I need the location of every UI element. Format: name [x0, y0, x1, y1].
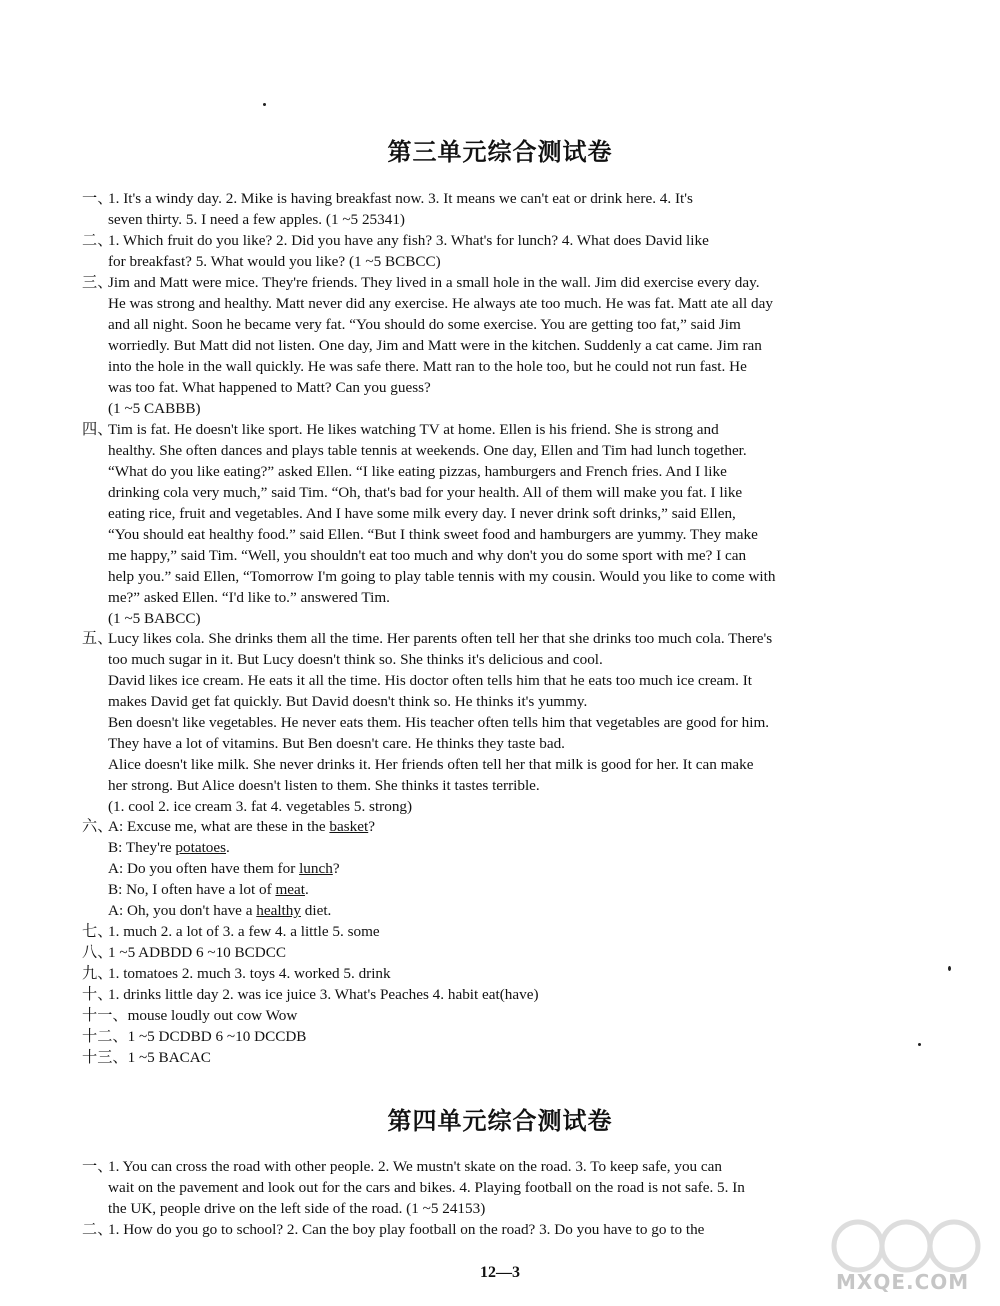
section-label: 一、 [82, 1158, 113, 1175]
u3-section-3 [82, 272, 882, 419]
u3-section-2 [82, 230, 882, 272]
u3-section-6 [82, 816, 882, 921]
u3-s5-line-8: her strong. But Alice doesn't listen to them. She thinks it tastes terrible. [108, 777, 540, 794]
u3-s4-line-1: 四、Tim is fat. He doesn't like sport. He likes watching TV at home. Ellen is his friend. She is strong and [82, 421, 719, 438]
u3-s4-answer: (1 ~5 BABCC) [108, 610, 201, 627]
u3-section-11: 十一、mouse loudly out cow Wow [82, 1007, 298, 1024]
u3-section-9: 九、1. tomatoes 2. much 3. toys 4. worked 5. drink [82, 965, 391, 982]
u3-section-8: 八、1 ~5 ADBDD 6 ~10 BCDCC [82, 944, 287, 961]
section-label: 十、 [82, 986, 113, 1003]
u3-s5-line-5: Ben doesn't like vegetables. He never eats them. His teacher often tells him that vegetables are good for him. [108, 714, 770, 731]
u3-s4-line-2: healthy. She often dances and plays table tennis at weekends. One day, Ellen and Tim had lunch together. [108, 442, 747, 459]
dialog-line-2: B: They're potatoes. [108, 839, 230, 856]
u3-s3-line-3: and all night. Soon he became very fat. “You should do some exercise. You are getting too fat,” said Jim [108, 316, 741, 333]
u3-s5-line-3: David likes ice cream. He eats it all the time. His doctor often tells him that he eats too much ice cream. It [108, 672, 752, 689]
u3-section-13: 十三、1 ~5 BACAC [82, 1049, 211, 1066]
u3-s3-line-4: worriedly. But Matt did not listen. One day, Jim and Matt were in the kitchen. Suddenly a cat came. Jim ran [108, 337, 762, 354]
u3-s5-line-1: 五、Lucy likes cola. She drinks them all the time. Her parents often tell her that she drinks too much cola. There's [82, 630, 773, 647]
u3-s1-line-2: seven thirty. 5. I need a few apples. (1 ~5 25341) [108, 211, 405, 228]
dialog-line-4: B: No, I often have a lot of meat. [108, 881, 309, 898]
u3-s4-line-3: “What do you like eating?” asked Ellen. “I like eating pizzas, hamburgers and French fries. And I like [108, 463, 727, 480]
section-label: 九、 [82, 965, 113, 982]
u3-s2-line-2: for breakfast? 5. What would you like? (1 ~5 BCBCC) [108, 253, 441, 270]
u3-short-answers [82, 921, 882, 1068]
u3-s3-line-2: He was strong and healthy. Matt never did any exercise. He always ate too much. He was fat. Matt ate all day [108, 295, 773, 312]
watermark-text: MXQE.COM [836, 1270, 970, 1294]
unit3-title: 第三单元综合测试卷 [387, 137, 613, 166]
u4-s1-line-3: the UK, people drive on the left side of the road. (1 ~5 24153) [108, 1200, 486, 1217]
section-label: 十二、 [82, 1028, 128, 1045]
u3-s3-answer: (1 ~5 CABBB) [108, 400, 201, 417]
section-label: 二、 [82, 232, 113, 249]
u3-s5-answer: (1. cool 2. ice cream 3. fat 4. vegetables 5. strong) [108, 798, 413, 815]
section-label: 七、 [82, 923, 113, 940]
answer-word: healthy [256, 902, 301, 919]
u3-s4-line-6: “You should eat healthy food.” said Ellen. “But I think sweet food and hamburgers are yummy. They make [108, 526, 758, 543]
dialog-line-3: A: Do you often have them for lunch? [108, 860, 340, 877]
u3-section-12: 十二、1 ~5 DCDBD 6 ~10 DCCDB [82, 1028, 307, 1045]
section-label: 二、 [82, 1221, 113, 1238]
u3-s3-line-5: into the hole in the wall quickly. He was safe there. Matt ran to the hole too, but he could not run fast. He [108, 358, 747, 375]
section-label: 四、 [82, 421, 113, 438]
answer-word: meat [275, 881, 305, 898]
u3-s5-line-7: Alice doesn't like milk. She never drinks it. Her friends often tell her that milk is good for her. It can make [108, 756, 754, 773]
print-speck [263, 103, 266, 106]
u4-section-2 [82, 1219, 882, 1240]
dialog-line-5: A: Oh, you don't have a healthy diet. [108, 902, 332, 919]
u3-s3-line-6: was too fat. What happened to Matt? Can you guess? [108, 379, 431, 396]
u4-s1-line-1: 一、1. You can cross the road with other people. 2. We mustn't skate on the road. 3. To keep safe, you can [82, 1158, 722, 1175]
section-label: 六、 [82, 818, 113, 835]
section-label: 八、 [82, 944, 113, 961]
u4-section-1 [82, 1156, 882, 1219]
u4-s2-line-1: 二、1. How do you go to school? 2. Can the boy play football on the road? 3. Do you have to go to the [82, 1221, 705, 1238]
unit4-title: 第四单元综合测试卷 [387, 1106, 613, 1135]
section-label: 十三、 [82, 1049, 128, 1066]
u4-s1-line-2: wait on the pavement and look out for the cars and bikes. 4. Playing football on the road is not safe. 5. In [108, 1179, 745, 1196]
u3-s4-line-5: eating rice, fruit and vegetables. And I have some milk every day. I never drink soft drinks,” said Ellen, [108, 505, 736, 522]
u3-section-1 [82, 188, 882, 230]
u3-s1-line-1: 一、1. It's a windy day. 2. Mike is having breakfast now. 3. It means we can't eat or drink here. 4. It's [82, 190, 693, 207]
section-label: 一、 [82, 190, 113, 207]
u3-s5-line-4: makes David get fat quickly. But David doesn't think so. He thinks it's yummy. [108, 693, 588, 710]
u3-s4-line-8: help you.” said Ellen, “Tomorrow I'm going to play table tennis with my cousin. Would you like to come with [108, 568, 776, 585]
page-number: 12—3 [480, 1264, 520, 1281]
answer-word: basket [329, 818, 369, 835]
u3-s5-line-2: too much sugar in it. But Lucy doesn't think so. She thinks it's delicious and cool. [108, 651, 603, 668]
answer-word: potatoes [175, 839, 227, 856]
u3-section-10: 十、1. drinks little day 2. was ice juice 3. What's Peaches 4. habit eat(have) [82, 986, 539, 1003]
u3-section-5 [82, 628, 882, 817]
u3-s4-line-9: me?” asked Ellen. “I'd like to.” answered Tim. [108, 589, 390, 606]
section-label: 五、 [82, 630, 113, 647]
answer-word: lunch [299, 860, 333, 877]
u3-s4-line-7: me happy,” said Tim. “Well, you shouldn't eat too much and why don't you do some sport with me? I can [108, 547, 747, 564]
u3-s4-line-4: drinking cola very much,” said Tim. “Oh, that's bad for your health. All of them will make you fat. I like [108, 484, 743, 501]
print-speck [918, 1043, 921, 1046]
u3-s2-line-1: 二、1. Which fruit do you like? 2. Did you have any fish? 3. What's for lunch? 4. What does David like [82, 232, 709, 249]
print-speck [948, 966, 951, 971]
dialog-line-1: 六、A: Excuse me, what are these in the basket? [82, 818, 375, 835]
section-label: 三、 [82, 274, 113, 291]
u3-s3-line-1: 三、Jim and Matt were mice. They're friends. They lived in a small hole in the wall. Jim did exercise every day. [82, 274, 760, 291]
u3-section-7: 七、1. much 2. a lot of 3. a few 4. a little 5. some [82, 923, 380, 940]
section-label: 十一、 [82, 1007, 128, 1024]
u3-s5-line-6: They have a lot of vitamins. But Ben doesn't care. He thinks they taste bad. [108, 735, 565, 752]
u3-section-4 [82, 419, 882, 629]
